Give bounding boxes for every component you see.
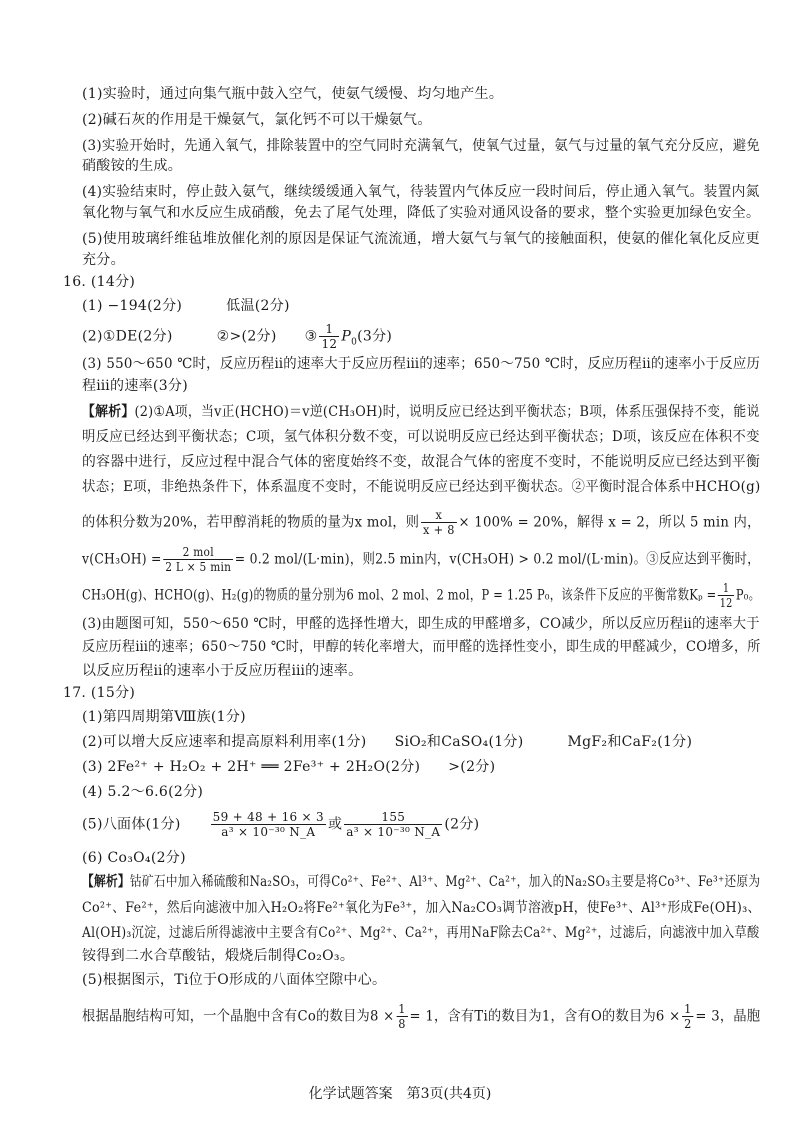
q16-a2c-sub: 0 — [351, 337, 358, 348]
q17-a5b: (2分) — [444, 816, 480, 833]
q17-jx6a: 根据晶胞结构可知，一个晶胞中含有Co的数目为8 × — [82, 1008, 395, 1025]
q17-jx6-fraction-2 — [682, 1002, 693, 1031]
q16-jx6b: = 0.2 mol/(L·min)，则2.5 min内，v(CH₃OH) > 0.2 mol/(L·min)。③反应达到平衡时， — [234, 551, 760, 568]
q17-jx6-num2: 1 — [684, 1002, 692, 1016]
q16-analysis-2: 明反应已经达到平衡状态；C项，氢气体积分数不变，可以说明反应已经达到平衡状态；D项，该反应在体积不变 — [82, 429, 760, 445]
q16-a1b: 低温(2分) — [226, 298, 290, 314]
q15-line-4b: 氧化物与氧气和水反应生成硝酸，免去了尾气处理，降低了实验对通风设备的要求，整个实验更加绿色安全。 — [82, 205, 761, 221]
q17-heading: 17. (15分) — [63, 685, 136, 701]
q17-analysis-4: 铵得到二水合草酸钴，煅烧后制得Co₂O₃。 — [82, 948, 355, 964]
q16-jx5-fraction — [421, 508, 456, 537]
q17-jx6b: = 1，含有Ti的数目为1，含有O的数目为6 × — [409, 1008, 681, 1025]
q16-a2c-pts: (3分) — [357, 328, 393, 345]
page-footer: 化学试题答案 第3页(共4页) — [308, 1086, 492, 1102]
q16-analysis-6 — [82, 545, 760, 574]
q17-answer-4: (4) 5.2～6.6(2分) — [82, 784, 204, 800]
q17-a5-num1: 59 + 48 + 16 × 3 — [212, 810, 324, 824]
q17-a2c: MgF₂和CaF₂(1分) — [567, 734, 693, 750]
q16-jx7-num: 1 — [718, 581, 734, 596]
q16-analysis-7 — [82, 581, 760, 610]
q17-jx6-den1: 8 — [398, 1017, 406, 1031]
q16-jx5b: × 100% = 20%，解得 x = 2，所以 5 min 内， — [458, 514, 761, 531]
q17-jx6-den2: 2 — [684, 1017, 692, 1031]
q15-line-4a: (4)实验结束时，停止鼓入氨气，继续缓缓通入氧气，待装置内气体反应一段时间后，停止通入氧气。装置内氮 — [82, 184, 760, 200]
q16-analysis-1 — [82, 402, 760, 422]
q16-analysis-9: 反应历程ⅲ的速率；650～750 ℃时，甲醇的转化率增大，而甲醛的选择性变小，即生成的甲醛减少，CO增多，所 — [82, 639, 761, 655]
q17-analysis-3: Al(OH)₃沉淀，过滤后所得滤液中主要含有Co²⁺、Mg²⁺、Ca²⁺，再用NaF除去Ca²⁺、Mg²⁺，过滤后，向滤液中加入草酸 — [82, 925, 760, 941]
q17-analysis-2: Co²⁺、Fe²⁺，然后向滤液中加入H₂O₂将Fe²⁺氧化为Fe³⁺，加入Na₂CO₃调节溶液pH，使Fe³⁺、Al³⁺形成Fe(OH)₃、 — [82, 900, 761, 916]
q17-jx1: 钴矿石中加入稀硫酸和Na₂SO₃，可得Co²⁺、Fe²⁺、Al³⁺、Mg²⁺、Ca²⁺，加入的Na₂SO₃主要是将Co³⁺、Fe³⁺还原为 — [129, 874, 761, 890]
q16-jx6-fraction — [163, 545, 233, 574]
q16-analysis-4: 状态；E项，非绝热条件下，体系温度不变时，不能说明反应已经达到平衡状态。②平衡时混合体系中HCHO(g) — [82, 479, 761, 495]
q16-analysis-tag: 【解析】 — [82, 404, 135, 420]
q16-a2c-fraction — [319, 322, 339, 351]
q16-jx5-den: x + 8 — [423, 523, 455, 537]
q17-answer-5 — [82, 810, 479, 839]
q16-answer-3a: (3) 550～650 ℃时，反应历程ⅱ的速率大于反应历程ⅲ的速率；650～750 ℃时，反应历程ⅱ的速率小于反应历 — [82, 356, 761, 372]
q17-a5-or: 或 — [327, 816, 343, 833]
q15-line-5b: 充分。 — [82, 252, 125, 268]
q17-analysis-6 — [82, 1002, 760, 1031]
q15-line-3b: 硝酸铵的生成。 — [82, 158, 183, 174]
q16-a1: (1) −194(2分) — [82, 298, 183, 314]
q16-jx6-num: 2 mol — [163, 545, 233, 560]
q16-a2c-tail: P — [341, 328, 352, 345]
q17-a5-den1: a³ × 10⁻³⁰ N_A — [221, 825, 316, 839]
q17-a5-fraction-1 — [211, 810, 326, 839]
q17-jx6-fraction-1 — [396, 1002, 407, 1031]
q16-jx7-den: 12 — [719, 596, 733, 610]
q16-analysis-5 — [82, 508, 761, 537]
q16-jx5-num: x — [421, 508, 456, 523]
q16-heading: 16. (14分) — [63, 274, 136, 290]
q17-a2a: (2)可以增大反应速率和提高原料利用率(1分) — [82, 734, 367, 750]
q17-analysis-1 — [82, 872, 760, 892]
q16-jx1: (2)①A项，当v正(HCHO)＝v逆(CH₃OH)时，说明反应已经达到平衡状态；B项，体系压强保持不变，能说 — [134, 404, 760, 420]
q15-line-2: (2)碱石灰的作用是干燥氨气，氯化钙不可以干燥氨气。 — [82, 112, 432, 128]
q17-answer-6: (6) Co₃O₄(2分) — [82, 850, 186, 866]
q16-answer-1 — [82, 296, 290, 316]
q16-jx6a: v(CH₃OH) = — [82, 551, 162, 568]
q17-analysis-5: (5)根据图示，Ti位于O形成的八面体空隙中心。 — [82, 972, 387, 988]
q16-jx7b: P₀。 — [735, 587, 761, 604]
q16-jx6-den: 2 L × 5 min — [165, 560, 232, 574]
q17-jx6c: = 3，晶胞 — [695, 1008, 761, 1025]
q16-a2c: ③ — [304, 328, 318, 345]
q17-a3a: (3) 2Fe²⁺ + H₂O₂ + 2H⁺ ══ 2Fe³⁺ + 2H₂O(2分) — [82, 759, 421, 775]
q16-a2a: (2)①DE(2分) — [82, 328, 173, 345]
q17-jx6-num1: 1 — [398, 1002, 406, 1016]
q17-a5-fraction-2 — [344, 810, 442, 839]
q15-line-5a: (5)使用玻璃纤维毡堆放催化剂的原因是保证气流流通，增大氨气与氧气的接触面积，使氨的催化氧化反应更 — [82, 231, 760, 247]
q16-jx5a: 的体积分数为20%，若甲醇消耗的物质的量为x mol，则 — [82, 514, 420, 531]
q16-a2c-den: 12 — [321, 337, 338, 351]
q16-analysis-3: 的容器中进行，反应过程中混合气体的密度始终不变，故混合气体的密度不变时，不能说明反应已经达到平衡 — [82, 454, 761, 470]
q16-a2b: ②>(2分) — [216, 328, 277, 345]
q16-jx7a: CH₃OH(g)、HCHO(g)、H₂(g)的物质的量分别为6 mol、2 mol、2 mol，P = 1.25 P₀，该条件下反应的平衡常数Kₚ = — [82, 587, 717, 604]
q16-a2c-num: 1 — [319, 322, 339, 337]
q15-line-1: (1)实验时，通过向集气瓶中鼓入空气，使氨气缓慢、均匀地产生。 — [82, 86, 504, 102]
q17-a5-num2: 155 — [344, 810, 442, 825]
q16-answer-2 — [82, 322, 392, 351]
q17-a5a: (5)八面体(1分) — [82, 816, 181, 833]
q16-analysis-10: 以反应历程ⅱ的速率小于反应历程ⅲ的速率。 — [82, 663, 363, 679]
q15-line-3a: (3)实验开始时，先通入氧气，排除装置中的空气同时充满氧气，使氧气过量，氨气与过量的氧气充分反应，避免 — [82, 138, 761, 154]
q16-answer-3b: 程ⅲ的速率(3分) — [82, 378, 188, 394]
q16-analysis-8: (3)由题图可知，550～650 ℃时，甲醛的选择性增大，即生成的甲醛增多，CO减少，所以反应历程ⅱ的速率大于 — [82, 616, 760, 632]
q16-jx7-fraction — [718, 581, 734, 610]
q17-answer-1: (1)第四周期第Ⅷ族(1分) — [82, 709, 246, 725]
q17-answer-3 — [82, 757, 495, 777]
q17-a3b: >(2分) — [448, 759, 496, 775]
q17-a5-den2: a³ × 10⁻³⁰ N_A — [346, 825, 441, 839]
q17-analysis-tag: 【解析】 — [82, 874, 130, 890]
q17-answer-2 — [82, 732, 692, 752]
q17-a2b: SiO₂和CaSO₄(1分) — [394, 734, 524, 750]
